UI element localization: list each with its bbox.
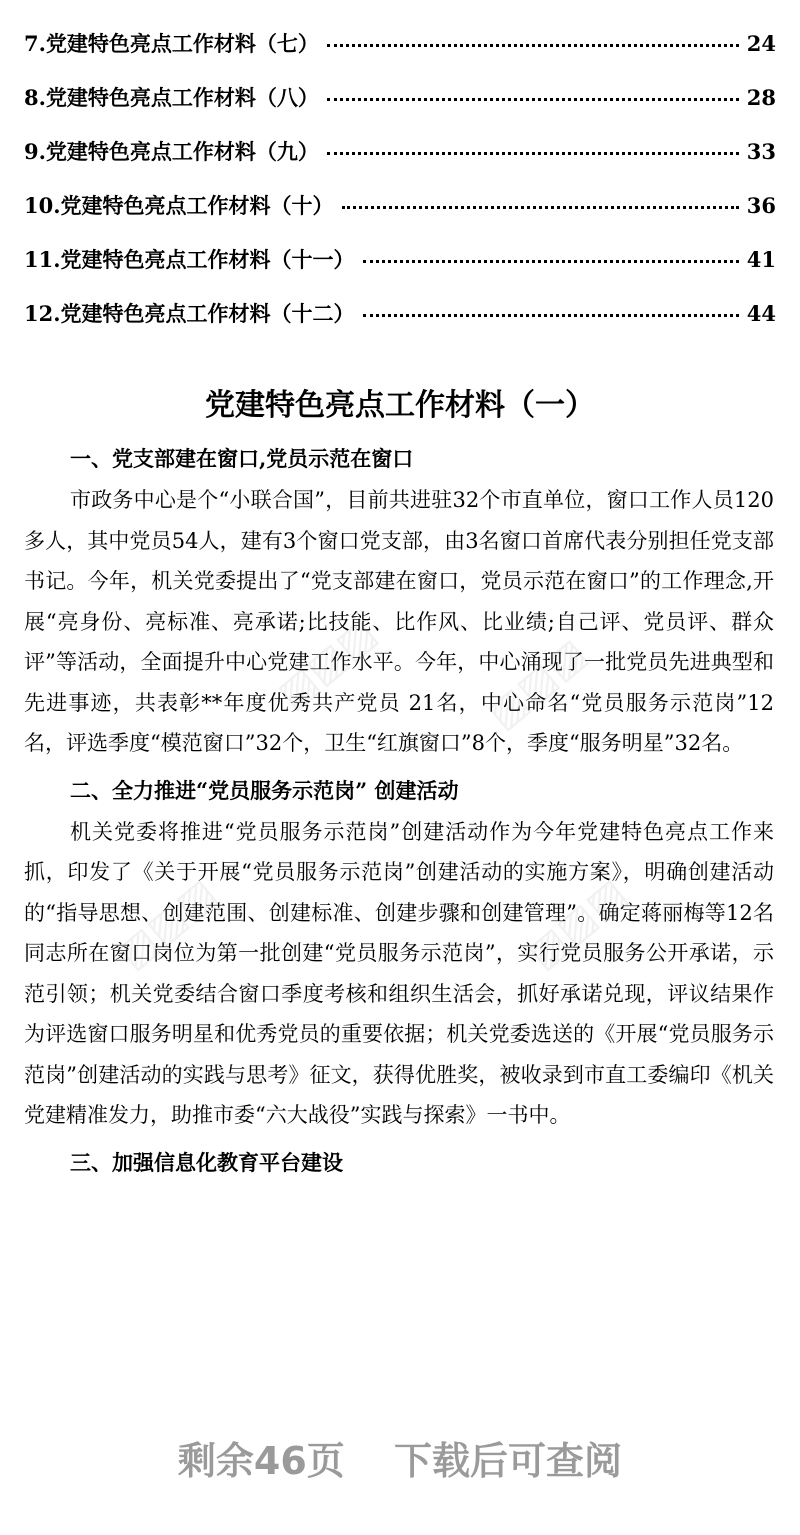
- remaining-pages-label: 剩余46页: [177, 1439, 345, 1483]
- toc-entry-page: 33: [746, 139, 776, 164]
- download-to-view-label[interactable]: 下载后可查阅: [394, 1439, 623, 1483]
- download-prompt[interactable]: [0, 1430, 800, 1485]
- toc-entry[interactable]: [24, 136, 776, 190]
- section-paragraph: 市政务中心是个“小联合国”，目前共进驻32个市直单位，窗口工作人员120多人，其中党员54人，建有3个窗口党支部，由3名窗口首席代表分别担任党支部书记。今年，机关党委提出了“党支部建在窗口，党员示范在窗口”的工作理念,开展“亮身份、亮标准、亮承诺;比技能、比作风、比业绩;自己评、党员评、群众评”等活动，全面提升中心党建工作水平。今年，中心涌现了一批党员先进典型和先进事迹，共表彰**年度优秀共产党员 21名，中心命名“党员服务示范岗”12名，评选季度“模范窗口”32个，卫生“红旗窗口”8个，季度“服务明星”32名。: [24, 488, 774, 755]
- toc-entry-page: 44: [746, 301, 776, 326]
- toc-leader-dots: [363, 260, 739, 263]
- toc-entry[interactable]: [24, 298, 776, 352]
- toc-entry[interactable]: [24, 28, 776, 82]
- toc-entry-title: 12.党建特色亮点工作材料（十二）: [24, 301, 355, 326]
- toc-entry[interactable]: [24, 190, 776, 244]
- toc-entry-title: 7.党建特色亮点工作材料（七）: [24, 31, 319, 56]
- section-paragraph: 机关党委将推进“党员服务示范岗”创建活动作为今年党建特色亮点工作来抓，印发了《关于开展“党员服务示范岗”创建活动的实施方案》，明确创建活动的“指导思想、创建范围、创建标准、创建步骤和创建管理”。确定蒋丽梅等12名同志所在窗口岗位为第一批创建“党员服务示范岗”，实行党员服务公开承诺，示范引领；机关党委结合窗口季度考核和组织生活会，抓好承诺兑现，评议结果作为评选窗口服务明星和优秀党员的重要依据；机关党委选送的《开展“党员服务示范岗”创建活动的实践与思考》征文，获得优胜奖，被收录到市直工委编印《机关党建精准发力，助推市委“六大战役”实践与探索》一书中。: [24, 819, 774, 1127]
- section-heading: 二、全力推进“党员服务示范岗” 创建活动: [70, 777, 459, 803]
- watermark: ▨▨▨: [108, 869, 226, 978]
- document-body: [24, 438, 774, 1184]
- toc-entry-page: 28: [746, 85, 776, 110]
- toc-entry-title: 10.党建特色亮点工作材料（十）: [24, 193, 334, 218]
- toc-entry-page: 36: [746, 193, 776, 218]
- toc-entry-title: 11.党建特色亮点工作材料（十一）: [24, 247, 355, 272]
- toc-leader-dots: [363, 314, 739, 317]
- table-of-contents: [24, 28, 776, 352]
- toc-leader-dots: [342, 206, 739, 209]
- watermark: ▨▨▨: [268, 609, 386, 718]
- toc-leader-dots: [327, 44, 739, 47]
- watermark: ▨▨▨: [518, 869, 636, 978]
- toc-entry-title: 8.党建特色亮点工作材料（八）: [24, 85, 319, 110]
- toc-leader-dots: [327, 152, 739, 155]
- toc-leader-dots: [327, 98, 739, 101]
- toc-entry[interactable]: [24, 244, 776, 298]
- section-heading: 三、加强信息化教育平台建设: [70, 1149, 343, 1175]
- toc-entry-page: 41: [746, 247, 776, 272]
- toc-entry-title: 9.党建特色亮点工作材料（九）: [24, 139, 319, 164]
- section-heading: 一、党支部建在窗口,党员示范在窗口: [70, 446, 414, 471]
- document-title: 党建特色亮点工作材料（一）: [205, 388, 595, 423]
- toc-entry-page: 24: [746, 31, 776, 56]
- watermark: ▨▨▨: [478, 629, 596, 738]
- toc-entry[interactable]: [24, 82, 776, 136]
